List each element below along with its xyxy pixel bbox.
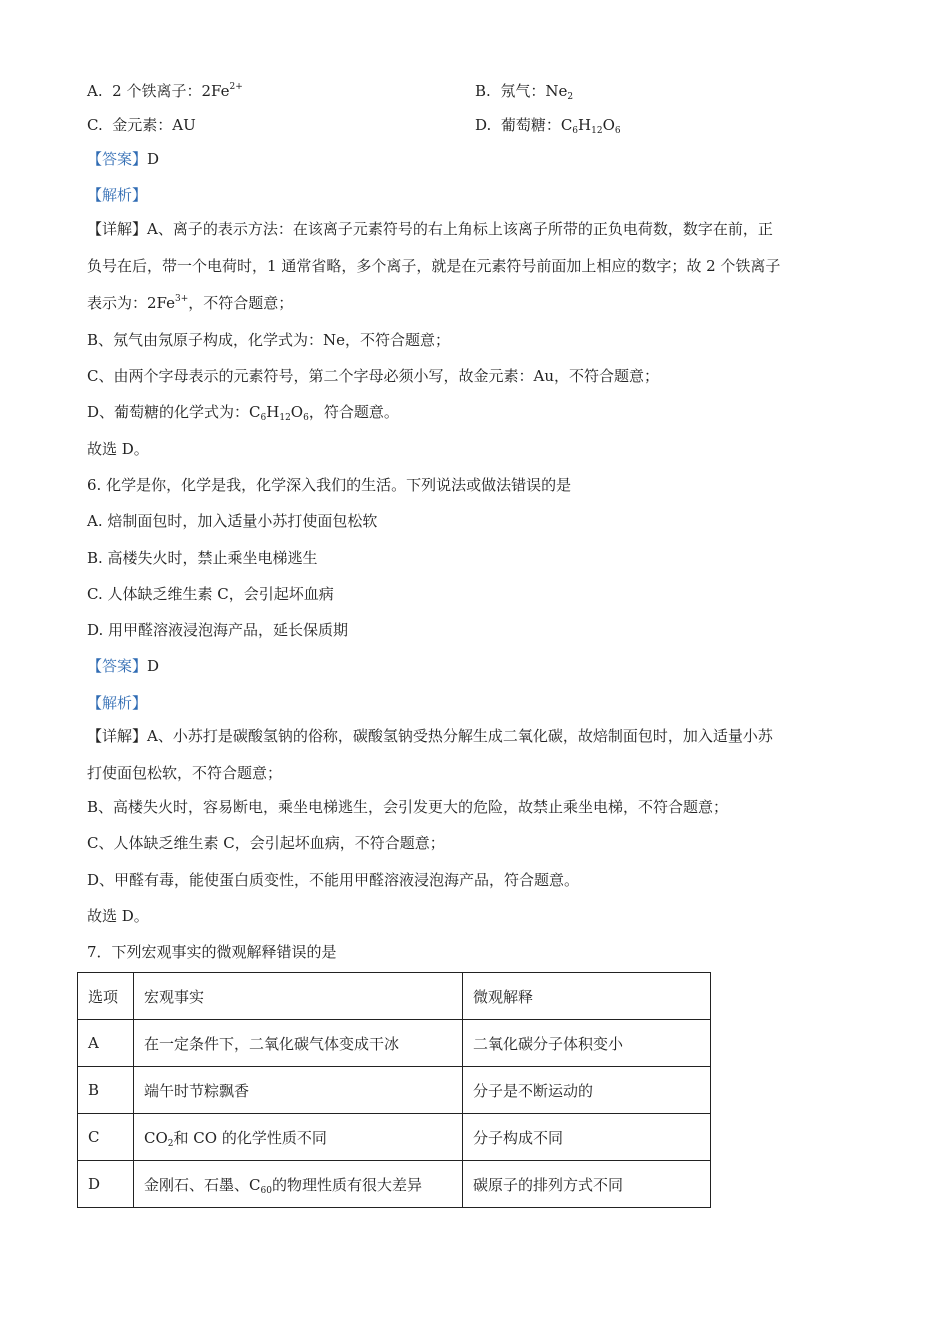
table-header-row [78, 973, 711, 1020]
q6-option-a: A. 焙制面包时，加入适量小苏打使面包松软 [87, 512, 378, 530]
q6-detail-c: C、人体缺乏维生素 C，会引起坏血病，不符合题意； [87, 834, 445, 852]
table-cell: 二氧化碳分子体积变小 [463, 1020, 711, 1067]
table-cell: 碳原子的排列方式不同 [463, 1161, 711, 1208]
table-cell: A [78, 1020, 134, 1067]
q7-stem: 7．下列宏观事实的微观解释错误的是 [87, 943, 337, 961]
answer-tag: 【答案】 [87, 657, 148, 675]
table-row [78, 1067, 711, 1114]
table-row [78, 1161, 711, 1208]
q6-detail-b: B、高楼失火时，容易断电，乘坐电梯逃生，会引发更大的危险，故禁止乘坐电梯，不符合题意； [87, 798, 729, 816]
q5-detail-line-3: 表示为：$2Fe^{3+}$，不符合题意； [87, 294, 294, 312]
table-header-cell: 选项 [78, 973, 134, 1020]
table-cell: 在一定条件下，二氧化碳气体变成干冰 [134, 1020, 463, 1067]
q5-conclusion: 故选 D。 [87, 440, 149, 458]
table-cell: C [78, 1114, 134, 1161]
table-cell: $CO_2$和 CO 的化学性质不同 [134, 1114, 463, 1161]
q6-detail-d: D、甲醛有毒，能使蛋白质变性，不能用甲醛溶液浸泡海产品，符合题意。 [87, 871, 580, 889]
table-cell: 端午时节粽飘香 [134, 1067, 463, 1114]
q5-answer: 【答案】D [87, 150, 160, 168]
q5-option-b: B. 氖气：$Ne_2$ [475, 82, 574, 102]
table-cell: 分子构成不同 [463, 1114, 711, 1161]
table-row [78, 1020, 711, 1067]
q6-option-c: C. 人体缺乏维生素 C，会引起坏血病 [87, 585, 334, 603]
q5-detail-c: C、由两个字母表示的元素符号，第二个字母必须小写，故金元素：Au，不符合题意； [87, 367, 659, 385]
q5-detail-line-1: 【详解】A、离子的表示方法：在该离子元素符号的右上角标上该离子所带的正负电荷数，数字在前，正 [87, 220, 773, 238]
table-row [78, 1114, 711, 1161]
q5-detail-line-2: 负号在后，带一个电荷时，1 通常省略，多个离子，就是在元素符号前面加上相应的数字；故 2 个铁离子 [87, 257, 781, 275]
q5-detail-b: B、氖气由氖原子构成，化学式为：Ne，不符合题意； [87, 331, 451, 349]
q5-option-c: C. 金元素：AU [87, 116, 196, 134]
table-header-cell: 宏观事实 [134, 973, 463, 1020]
q5-analysis-tag: 【解析】 [87, 186, 148, 204]
q5-option-a: A. 2 个铁离子：$2Fe^{2+}$ [87, 82, 243, 100]
q6-analysis-tag: 【解析】 [87, 694, 148, 712]
table-header-cell: 微观解释 [463, 973, 711, 1020]
q5-detail-d: D、葡萄糖的化学式为：$C_6H_{12}O_6$，符合题意。 [87, 403, 399, 423]
q7-table [77, 972, 711, 1208]
q6-conclusion: 故选 D。 [87, 907, 149, 925]
answer-tag: 【答案】 [87, 150, 148, 168]
q6-detail-line-2: 打使面包松软，不符合题意； [87, 764, 283, 782]
table-cell: D [78, 1161, 134, 1208]
q6-stem: 6. 化学是你，化学是我，化学深入我们的生活。下列说法或做法错误的是 [87, 476, 572, 494]
q6-detail-line-1: 【详解】A、小苏打是碳酸氢钠的俗称，碳酸氢钠受热分解生成二氧化碳，故焙制面包时，加入适量小苏 [87, 727, 773, 745]
table-cell: 金刚石、石墨、$C_{60}$的物理性质有很大差异 [134, 1161, 463, 1208]
q5-option-d: D. 葡萄糖：$C_6H_{12}O_6$ [475, 116, 621, 136]
table-cell: 分子是不断运动的 [463, 1067, 711, 1114]
q6-option-d: D. 用甲醛溶液浸泡海产品，延长保质期 [87, 621, 349, 639]
table-cell: B [78, 1067, 134, 1114]
q6-option-b: B. 高楼失火时，禁止乘坐电梯逃生 [87, 549, 318, 567]
q6-answer: 【答案】D [87, 657, 160, 675]
